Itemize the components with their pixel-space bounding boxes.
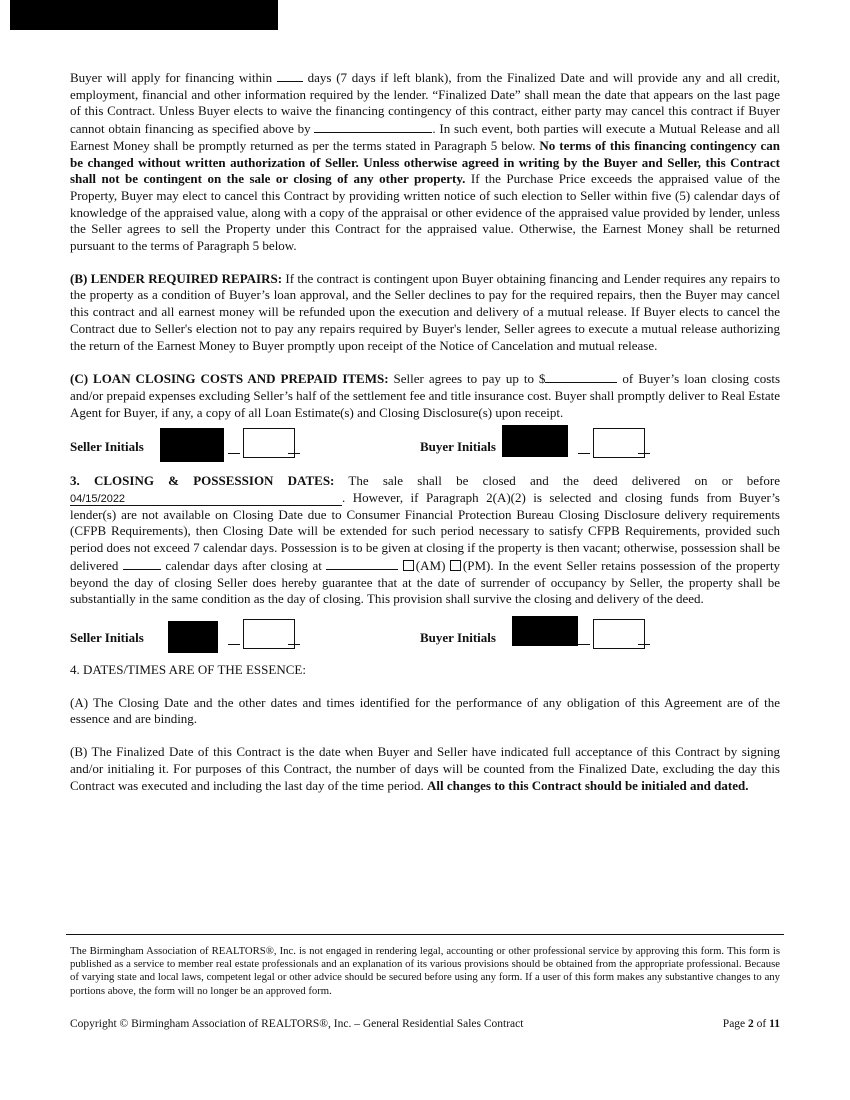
page-number: Page 2 of 11 bbox=[722, 1018, 780, 1030]
redaction-bar-top bbox=[10, 0, 278, 30]
footer-divider bbox=[66, 934, 784, 935]
financing-days-blank[interactable] bbox=[277, 69, 303, 82]
lender-repairs-heading: (B) LENDER REQUIRED REPAIRS: bbox=[70, 270, 283, 286]
am-checkbox[interactable] bbox=[403, 560, 414, 571]
dates-paragraph-b: (B) The Finalized Date of this Contract is the date when Buyer and Seller have indicated full acceptance of this Contract by signing and/or initialing it. For purposes of this Contract, the number of days will be counted from the Finalized Date, excluding the day this Contract was executed and including the last day of the time period. All changes to this Contract should be initialed and dated. bbox=[70, 744, 780, 793]
possession-days-blank[interactable] bbox=[123, 557, 161, 570]
buyer-initials-label: Buyer Initials bbox=[420, 629, 496, 645]
loan-costs-amount-blank[interactable] bbox=[545, 370, 617, 383]
loan-costs-paragraph: (C) LOAN CLOSING COSTS AND PREPAID ITEMS: Seller agrees to pay up to $ of Buyer’s loan closing costs and/or prepaid expenses excluding Seller’s half of the settlement fee and title insurance cost. Buyer shall promptly deliver to Real Estate Agent for Buyer, if any, a copy of all Loan Estimate(s) and Closing Disclosure(s) upon receipt. bbox=[70, 371, 781, 420]
footer-copyright: Copyright © Birmingham Association of REALTORS®, Inc. – General Residential Sales Contract Page 2 of 11 bbox=[70, 1018, 780, 1030]
lender-repairs-paragraph: (B) LENDER REQUIRED REPAIRS: If the contract is contingent upon Buyer obtaining financing and Lender requires any repairs to the property as a condition of Buyer’s loan approval, and the Seller declines to pay for the required repairs, then the Buyer may cancel this contract and all earnest money will be refunded upon the execution and delivery of a mutual release. If Buyer elects to cancel the Contract due to Seller's election not to pay any repairs required by Buyer's lender, Seller agrees to execute a mutual release authorizing the return of the Earnest Money to Buyer promptly upon receipt of the Notice of Cancelation and mutual release. bbox=[70, 270, 780, 353]
initials-row-1 bbox=[70, 429, 780, 467]
buyer-initials-redacted bbox=[512, 616, 578, 646]
loan-costs-heading: (C) LOAN CLOSING COSTS AND PREPAID ITEMS: bbox=[70, 371, 389, 387]
seller-initials-label: Seller Initials bbox=[70, 629, 144, 645]
contract-page bbox=[70, 69, 780, 794]
seller-initials-label: Seller Initials bbox=[70, 439, 144, 455]
buyer-initials-redacted bbox=[502, 425, 568, 457]
possession-time-blank[interactable] bbox=[326, 557, 398, 570]
footer-disclaimer: The Birmingham Association of REALTORS®, Inc. is not engaged in rendering legal, accounting or other professional service by approving this form. This form is published as a service to member real estate professionals and an explanation of its various provisions should be obtained from the appropriate professional. Because of varying state and local laws, competent legal or other advice should be secured before using any form. If a user of this form makes any substantive changes to any portions above, the form will no longer be an approved form. bbox=[70, 945, 780, 997]
closing-date-field[interactable]: 04/15/2022 bbox=[70, 491, 342, 506]
initials-row-2 bbox=[70, 620, 780, 658]
closing-heading: 3. CLOSING & POSSESSION DATES: bbox=[70, 473, 335, 489]
seller-initials-redacted bbox=[160, 428, 224, 462]
financing-deadline-blank[interactable] bbox=[314, 120, 432, 133]
seller-initials-redacted bbox=[168, 621, 218, 653]
financing-paragraph: Buyer will apply for financing within days (7 days if left blank), from the Finalized Date and will provide any and all credit, employment, financial and other information required by the lender. “Finalized Date” shall mean the date that appears on the last page of this Contract. Unless Buyer elects to waive the financing contingency of this contract, either party may cancel this contract if Buyer cannot obtain financing as specified above by . In such event, both parties will execute a Mutual Release and all Earnest Money shall be promptly returned as per the terms stated in Paragraph 5 below. No terms of this financing contingency can be changed without written authorization of Seller. Unless otherwise agreed in writing by the Buyer and Seller, this Contract shall not be contingent on the sale or closing of any other property. If the Purchase Price exceeds the appraised value of the Property, Buyer may elect to cancel this Contract by providing written notice of such election to Seller within five (5) calendar days of knowledge of the appraised value, along with a copy of the appraisal or other evidence of the appraised value provided by lender, unless the Seller agrees to sell the Property under this Contract for the appraised value. Otherwise, the Earnest Money shall be returned pursuant to the terms of Paragraph 5 below. bbox=[70, 70, 781, 254]
dates-heading: 4. DATES/TIMES ARE OF THE ESSENCE: bbox=[70, 661, 306, 677]
dates-paragraph-a: (A) The Closing Date and the other dates and times identified for the performance of any obligation of this Agreement are of the essence and are binding. bbox=[70, 694, 780, 727]
buyer-initials-label: Buyer Initials bbox=[420, 439, 496, 455]
closing-paragraph: 3. CLOSING & POSSESSION DATES: The sale shall be closed and the deed delivered on or before 04/15/2022 . However, if Paragraph 2(A)(2) is selected and closing funds from Buyer’s lender(s) are not available on Closing Date due to Consumer Financial Protection Bureau Closing Disclosure delivery requirements (CFPB Requirements), then Closing Date will be extended for such period necessary to satisfy CFPB Requirements, provided such period does not exceed 7 calendar days. Possession is to be given at closing if the property is then vacant; otherwise, possession shall be delivered calendar days after closing at (AM) (PM). In the event Seller retains possession of the property beyond the day of closing Seller does hereby guarantee that at the date of surrender of occupancy by Seller, the property shall be substantially in the same condition as the day of closing. This provision shall survive the closing and delivery of the deed. bbox=[70, 473, 781, 607]
pm-checkbox[interactable] bbox=[450, 560, 461, 571]
